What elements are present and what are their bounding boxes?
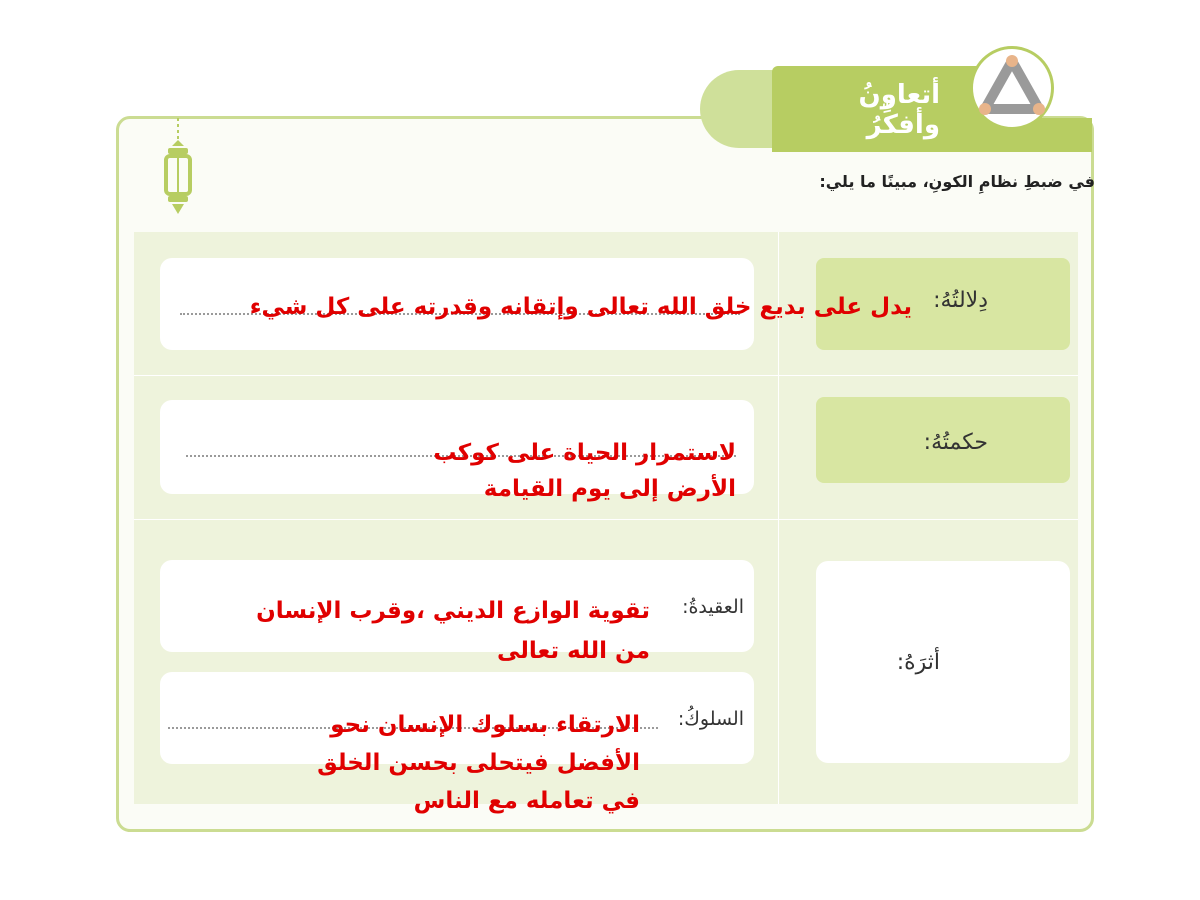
suluk-answer-line-2: الأفضل فيتحلى بحسن الخلق [317, 750, 640, 776]
hikma-label: حكمتُهُ: [923, 430, 988, 455]
instruction-text: في ضبطِ نظامِ الكونِ، مبينًا ما يلي: [819, 172, 1095, 191]
aqeeda-answer-line-2: من الله تعالى [497, 638, 650, 664]
dalala-answer: يدل على بديع خلق الله تعالى وإتقانه وقدرته على كل شيء [249, 294, 912, 320]
section-title: أتعاونُ وأفكِّرُ [858, 80, 940, 140]
row-divider [134, 519, 1078, 520]
aqeeda-answer-line-1: تقوية الوازع الديني ،وقرب الإنسان [256, 598, 650, 624]
teamwork-logo-icon [970, 46, 1054, 130]
athar-label-box [816, 561, 1070, 763]
dalala-label: دِلالتُهُ: [933, 288, 988, 313]
row-divider [134, 375, 1078, 376]
suluk-label: السلوكُ: [677, 708, 744, 730]
hikma-answer-line-2: الأرض إلى يوم القيامة [483, 476, 736, 502]
suluk-answer-line-3: في تعامله مع الناس [413, 788, 640, 814]
lantern-icon [162, 118, 194, 218]
hikma-answer-line-1: لاستمرار الحياة على كوكب [433, 440, 736, 466]
athar-label: أثرَهُ: [896, 650, 940, 675]
aqeeda-label: العقيدةُ: [682, 596, 744, 618]
suluk-answer-line-1: الارتقاء بسلوك الإنسان نحو [330, 712, 640, 738]
